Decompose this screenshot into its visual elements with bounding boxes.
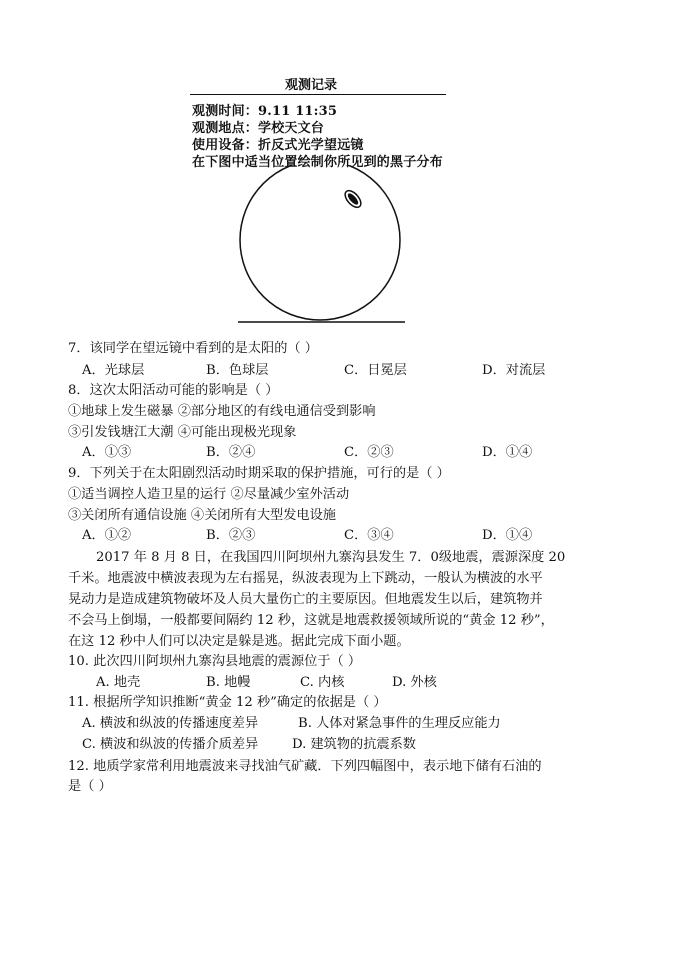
q10-option-c[interactable]: C. 内核 xyxy=(300,675,345,690)
q9-option-d[interactable]: D．①④ xyxy=(482,528,533,543)
passage-line-5: 在这 12 秒中人们可以决定是躲是逃。据此完成下面小题。 xyxy=(68,634,410,649)
q7-option-d[interactable]: D．对流层 xyxy=(482,363,546,378)
passage-line-1: 2017 年 8 月 8 日，在我国四川阿坝州九寨沟县发生 7．0级地震，震源深度 20 xyxy=(96,550,566,565)
q8-option-c[interactable]: C．②③ xyxy=(344,445,394,460)
q12-stem-line-2: 是（ ） xyxy=(68,779,112,794)
passage-line-3: 晃动力是造成建筑物破坏及人员大量伤亡的主要原因。但地震发生以后，建筑物并 xyxy=(68,592,543,607)
sunspot-icon xyxy=(342,188,364,210)
q11-option-c[interactable]: C. 横波和纵波的传播介质差异 xyxy=(82,737,259,752)
q8-stem: 8．这次太阳活动可能的影响是（ ） xyxy=(68,383,279,398)
q9-stem: 9．下列关于在太阳剧烈活动时期采取的保护措施，可行的是（ ） xyxy=(68,466,450,481)
q10-option-a[interactable]: A. 地壳 xyxy=(96,675,141,690)
observation-device: 使用设备：折反式光学望远镜 xyxy=(192,138,364,153)
q12-stem-line-1: 12. 地质学家常利用地震波来寻找油气矿藏．下列四幅图中，表示地下储有石油的 xyxy=(68,759,542,774)
q11-option-a[interactable]: A. 横波和纵波的传播速度差异 xyxy=(82,716,259,731)
q9-items-line1: ①适当调控人造卫星的运行 ②尽量减少室外活动 xyxy=(68,487,350,502)
q11-stem: 11. 根据所学知识推断“黄金 12 秒”确定的依据是（ ） xyxy=(68,695,387,710)
q7-option-c[interactable]: C．日冕层 xyxy=(344,363,407,378)
q8-option-d[interactable]: D．①④ xyxy=(482,445,533,460)
q8-option-a[interactable]: A．①③ xyxy=(82,445,132,460)
q7-option-b[interactable]: B．色球层 xyxy=(206,363,269,378)
passage-line-2: 千米。地震波中横波表现为左右摇晃，纵波表现为上下跳动，一般认为横波的水平 xyxy=(68,571,543,586)
q7-stem: 7．该同学在望远镜中看到的是太阳的（ ） xyxy=(68,341,318,356)
observation-time: 观测时间：9.11 11:35 xyxy=(192,104,338,119)
q8-items-line1: ①地球上发生磁暴 ②部分地区的有线电通信受到影响 xyxy=(68,404,376,419)
observation-instruction: 在下图中适当位置绘制你所见到的黑子分布 xyxy=(192,155,443,170)
observation-title: 观测记录 xyxy=(285,78,338,93)
sun-disk-figure xyxy=(230,165,410,330)
observation-place: 观测地点：学校天文台 xyxy=(192,121,325,136)
q9-option-c[interactable]: C．③④ xyxy=(344,528,394,543)
q9-option-b[interactable]: B．②③ xyxy=(206,528,256,543)
q9-items-line2: ③关闭所有通信设施 ④关闭所有大型发电设施 xyxy=(68,508,336,523)
q8-items-line2: ③引发钱塘江大潮 ④可能出现极光现象 xyxy=(68,425,297,440)
q10-stem: 10. 此次四川阿坝州九寨沟县地震的震源位于（ ） xyxy=(68,654,362,669)
q11-option-d[interactable]: D. 建筑物的抗震系数 xyxy=(292,737,416,752)
title-underline xyxy=(190,94,446,95)
sun-disk xyxy=(240,165,400,320)
q10-option-b[interactable]: B. 地幔 xyxy=(206,675,251,690)
q11-option-b[interactable]: B. 人体对紧急事件的生理反应能力 xyxy=(298,716,501,731)
passage-line-4: 不会马上倒塌，一般都要间隔约 12 秒，这就是地震救援领域所说的“黄金 12 秒”， xyxy=(68,613,554,628)
q7-option-a[interactable]: A．光球层 xyxy=(82,363,145,378)
q9-option-a[interactable]: A．①② xyxy=(82,528,132,543)
q8-option-b[interactable]: B．②④ xyxy=(206,445,256,460)
q10-option-d[interactable]: D. 外核 xyxy=(392,675,437,690)
